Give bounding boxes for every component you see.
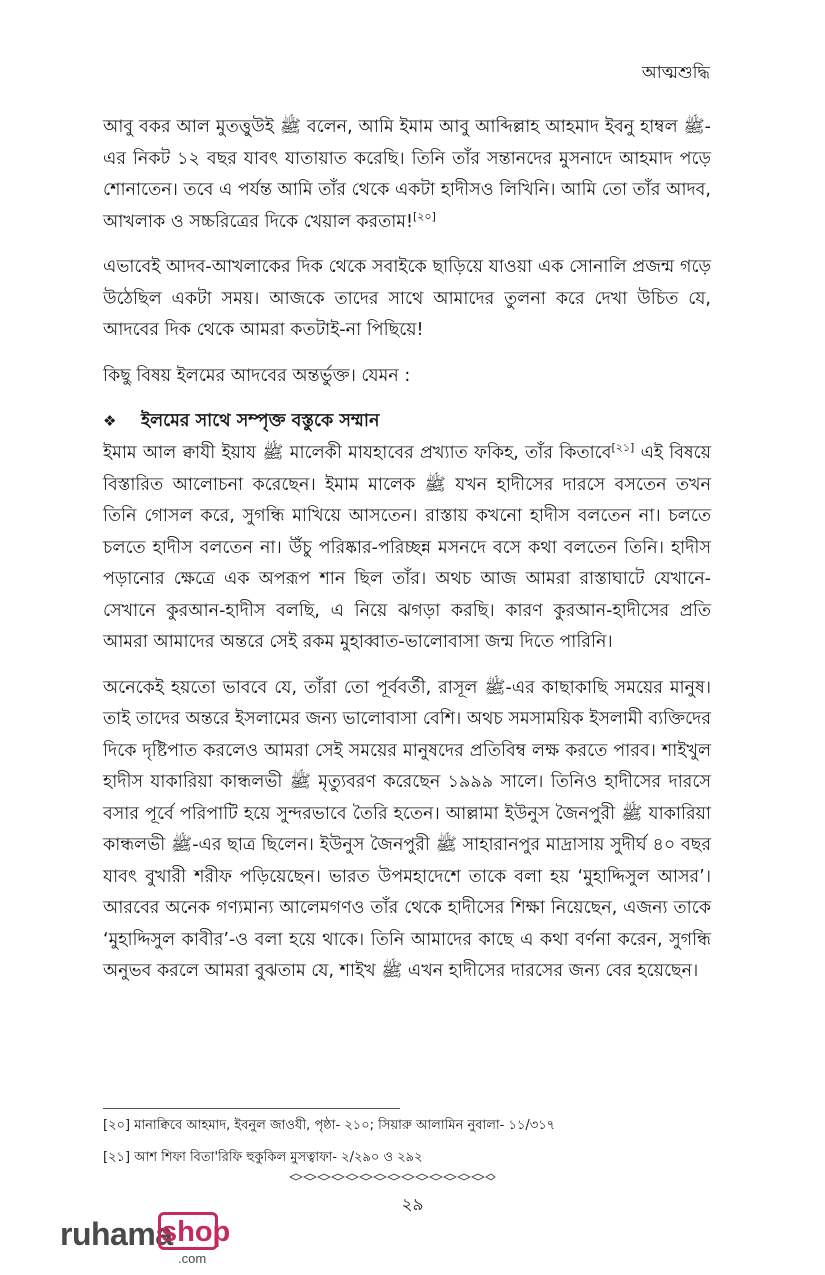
page-body	[103, 112, 711, 1002]
logo-com-text: .com	[178, 1251, 207, 1266]
running-header: আত্মশুদ্ধি	[641, 63, 710, 83]
footnote-21: [২১] আশ শিফা বিতা'রিফি হুকুকিল মুসত্বাফা- ২/২৯০ ও ২৯২	[103, 1150, 423, 1165]
paragraph-2: এভাবেই আদব-আখলাকের দিক থেকে সবাইকে ছাড়িয়ে যাওয়া এক সোনালি প্রজন্ম গড়ে উঠেছিল একটা সময়। আজকে তাদের সাথে আমাদের তুলনা করে দেখা উচিত যে, আদবের দিক থেকে আমরা কতটাই-না পিছিয়ে!	[103, 257, 711, 340]
section-heading	[103, 406, 711, 436]
paragraph-1	[103, 112, 711, 238]
paragraph-4-text-b: এই বিষয়ে বিস্তারিত আলোচনা করেছেন। ইমাম মালেক ﷺ যখন হাদীসের দারসে বসতেন তখন তিনি গোসল করে, সুগন্ধি মাখিয়ে আসতেন। রাস্তায় কখনো হাদীস বলতেন না। চলতে চলতে হাদীস বলতেন না। উঁচু পরিষ্কার-পরিচ্ছন্ন মসনদে বসে কথা বলতেন তিনি। হাদীস পড়ানোর ক্ষেত্রে এক অপরূপ শান ছিল তাঁর। অথচ আজ আমরা রাস্তাঘাটে যেখানে-সেখানে কুরআন-হাদীস বলছি, এ নিয়ে ঝগড়া করছি। কারণ কুরআন-হাদীসের প্রতি আমরা আমাদের অন্তরে সেই রকম মুহাব্বাত-ভালোবাসা জন্ম দিতে পারিনি।	[103, 443, 712, 652]
logo-ruhama-text: ruhama	[60, 1216, 173, 1252]
paragraph-5: অনেকেই হয়তো ভাববে যে, তাঁরা তো পূর্ববর্তী, রাসূল ﷺ-এর কাছাকাছি সময়ের মানুষ। তাই তাদের অন্তরে ইসলামের জন্য ভালোবাসা বেশি। অথচ সমসাময়িক ইসলামী ব্যক্তিদের দিকে দৃষ্টিপাত করলেও আমরা সেই সময়ের মানুষদের প্রতিবিম্ব লক্ষ করতে পারব। শাইখুল হাদীস যাকারিয়া কান্ধলভী ﷺ মৃত্যুবরণ করেছেন ১৯৯৯ সালে। তিনিও হাদীসের দারসে বসার পূর্বে পরিপাটি হয়ে সুন্দরভাবে তৈরি হতেন। আল্লামা ইউনুস জৈনপুরী ﷺ যাকারিয়া কান্ধলভী ﷺ-এর ছাত্র ছিলেন। ইউনুস জৈনপুরী ﷺ সাহারানপুর মাদ্রাসায় সুদীর্ঘ ৪০ বছর যাবৎ বুখারী শরীফ পড়িয়েছেন। ভারত উপমহাদেশে তাকে বলা হয় ‘মুহাদ্দিসুল আসর’। আরবের অনেক গণ্যমান্য আলেমগণও তাঁর থেকে হাদীসের শিক্ষা নিয়েছেন, এজন্য তাকে ‘মুহাদ্দিসুল কাবীর’-ও বলা হয়ে থাকে। তিনি আমাদের কাছে এ কথা বর্ণনা করেন, সুগন্ধি অনুভব করলে আমরা বুঝতাম যে, শাইখ ﷺ এখন হাদীসের দারসের জন্য বের হয়েছেন।	[103, 677, 712, 981]
footnote-divider	[103, 1108, 400, 1109]
footnote-20: [২০] মানাক্বিবে আহমাদ, ইবনুল জাওযী, পৃষ্ঠা- ২১০; সিয়ারু আলামিন নুবালা- ১১/৩১৭	[103, 1118, 556, 1133]
section-title: ইলমের সাথে সম্পৃক্ত বস্তুকে সম্মান	[141, 411, 380, 431]
footnote-ref-21: [২১]	[611, 441, 635, 455]
page-number: ২৯	[401, 1195, 424, 1215]
paragraph-1-text: আবু বকর আল মুতত্তুউই ﷺ বলেন, আমি ইমাম আবু আব্দিল্লাহ আহমাদ ইবনু হাম্বল ﷺ-এর নিকট ১২ বছর যাবৎ যাতায়াত করেছি। তিনি তাঁর সন্তানদের মুসনাদে আহমাদ পড়ে শোনাতেন। তবে এ পর্যন্ত আমি তাঁর থেকে একটা হাদীসও লিখিনি। আমি তো তাঁর আদব, আখলাক ও সচ্চরিত্রের দিকে খেয়াল করতাম!	[103, 117, 711, 232]
paragraph-3: কিছু বিষয় ইলমের আদবের অন্তর্ভুক্ত। যেমন :	[103, 365, 411, 386]
paragraph-4-text-a: ইমাম আল ক্বাযী ইয়ায ﷺ মালেকী মাযহাবের প্রখ্যাত ফকিহ, তাঁর কিতাবে	[103, 443, 612, 463]
paragraph-4	[103, 438, 711, 659]
logo-shop-text: shop	[161, 1216, 231, 1248]
ornament-divider	[288, 1172, 496, 1182]
diamond-bullet-icon: ❖	[103, 412, 117, 430]
footnote-ref-20: [২০]	[413, 209, 436, 223]
